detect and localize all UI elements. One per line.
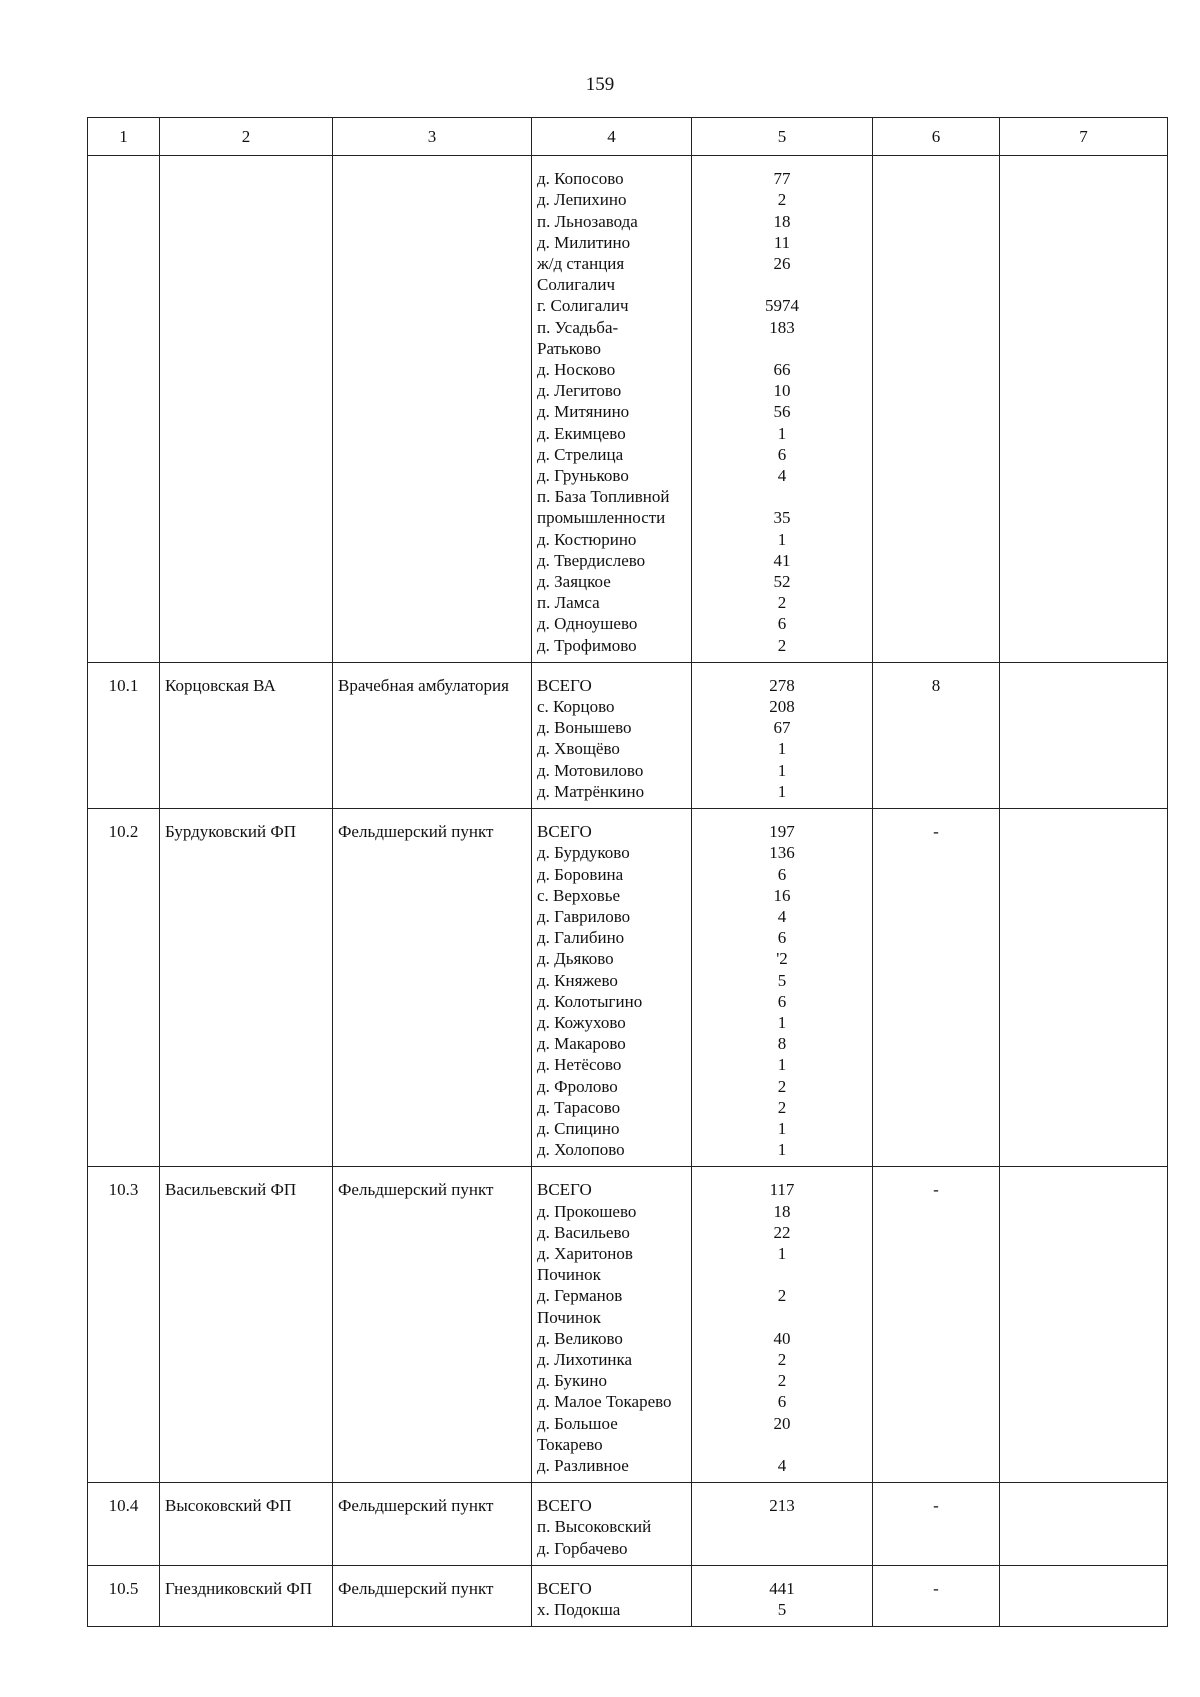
page-number: 159: [585, 74, 615, 95]
population-value: 56: [773, 402, 791, 422]
column-6-value: [873, 156, 1000, 663]
population-list: [692, 809, 873, 1167]
settlement-list: [532, 809, 692, 1167]
settlement-name: д. Княжево: [537, 970, 618, 990]
column-7-value: [1000, 662, 1168, 808]
settlement-list: [532, 1565, 692, 1626]
settlement-name: д. Екимцево: [537, 423, 626, 443]
settlement-name: п. Льнозавода: [537, 211, 638, 231]
settlement-name: Токарево: [537, 1434, 603, 1454]
population-value: 1: [777, 423, 787, 443]
population-value: 26: [773, 254, 791, 274]
settlement-name: д. Тарасово: [537, 1097, 621, 1117]
table-row: [88, 156, 1168, 663]
settlement-list: [532, 1483, 692, 1566]
settlement-name: д. Большое: [537, 1413, 618, 1433]
facility-name: [160, 156, 333, 663]
population-value: 22: [773, 1222, 791, 1242]
population-value: 117: [769, 1180, 795, 1200]
column-6-value: -: [873, 1167, 1000, 1483]
population-value: 278: [769, 675, 795, 695]
population-value: 213: [769, 1496, 795, 1516]
settlement-name: ВСЕГО: [537, 1496, 592, 1516]
settlement-name: г. Солигалич: [537, 296, 629, 316]
settlement-name: д. Холопово: [537, 1140, 625, 1160]
settlement-name: д. Колотыгино: [537, 991, 643, 1011]
population-value: 2: [777, 1286, 787, 1306]
population-value: 1: [777, 529, 787, 549]
population-value: 2: [777, 635, 787, 655]
population-value: 18: [773, 211, 791, 231]
row-number: 10.2: [88, 809, 160, 1167]
settlement-name: с. Корцово: [537, 697, 615, 717]
population-value: 6: [777, 928, 787, 948]
population-value: 1: [777, 1243, 787, 1263]
column-7-value: [1000, 1483, 1168, 1566]
population-list: [692, 1483, 873, 1566]
population-value: 77: [773, 169, 791, 189]
population-value: 1: [777, 1012, 787, 1032]
column-6-value: 8: [873, 662, 1000, 808]
settlement-name: д. Дьяково: [537, 949, 614, 969]
population-value: 1: [777, 1055, 787, 1075]
settlement-name: д. Горбачево: [537, 1538, 628, 1558]
facility-name: Васильевский ФП: [160, 1167, 333, 1483]
settlement-name: д. Фролово: [537, 1076, 618, 1096]
column-header-5: 5: [692, 118, 873, 156]
settlement-name: д. Кожухово: [537, 1012, 626, 1032]
population-value: [697, 1516, 867, 1537]
population-value: 1: [777, 760, 787, 780]
settlement-name: п. Высоковский: [537, 1517, 652, 1537]
population-value: 4: [777, 466, 787, 486]
settlement-name: д. Васильево: [537, 1222, 630, 1242]
population-value: 5: [777, 1600, 787, 1619]
population-value: 1: [777, 1140, 787, 1160]
population-value: 1: [777, 1118, 787, 1138]
facility-type: Фельдшерский пункт: [333, 809, 532, 1167]
settlement-name: д. Лихотинка: [537, 1349, 633, 1369]
population-value: 8: [777, 1034, 787, 1054]
population-value: 10: [773, 381, 791, 401]
settlement-name: д. Легитово: [537, 381, 622, 401]
population-value: 6: [777, 991, 787, 1011]
population-value: 52: [773, 572, 791, 592]
header-row: [88, 118, 1168, 156]
population-value: 197: [769, 822, 795, 842]
population-value: 6: [777, 1392, 787, 1412]
population-value: 208: [769, 697, 795, 717]
column-header-4: 4: [532, 118, 692, 156]
settlement-name: х. Подокша: [537, 1600, 621, 1619]
settlement-name: д. Копосово: [537, 169, 624, 189]
settlement-name: д. Митянино: [537, 402, 630, 422]
column-6-value: -: [873, 1483, 1000, 1566]
population-value: '2: [776, 949, 788, 969]
population-value: 41: [773, 550, 791, 570]
row-number: 10.4: [88, 1483, 160, 1566]
column-6-value: -: [873, 1565, 1000, 1626]
settlement-name: д. Макарово: [537, 1034, 626, 1054]
population-list: [692, 1565, 873, 1626]
facility-name: Гнездниковский ФП: [160, 1565, 333, 1626]
column-header-3: 3: [333, 118, 532, 156]
settlement-name: д. Вонышево: [537, 718, 632, 738]
table-row: [88, 1565, 1168, 1626]
facility-name: Корцовская ВА: [160, 662, 333, 808]
settlement-name: д. Германов: [537, 1286, 623, 1306]
population-value: 4: [777, 1455, 787, 1475]
population-value: 2: [777, 190, 787, 210]
settlement-name: д. Мотовилово: [537, 760, 644, 780]
table-row: [88, 1483, 1168, 1566]
settlement-name: ВСЕГО: [537, 1578, 592, 1598]
settlement-name: д. Носково: [537, 360, 616, 380]
population-value: 20: [773, 1413, 791, 1433]
settlement-name: д. Нетёсово: [537, 1055, 622, 1075]
settlement-name: д. Матрёнкино: [537, 781, 645, 801]
row-number: 10.1: [88, 662, 160, 808]
settlement-name: д. Харитонов: [537, 1243, 633, 1263]
table-row: [88, 662, 1168, 808]
population-list: [692, 662, 873, 808]
table-row: [88, 809, 1168, 1167]
settlement-name: д. Галибино: [537, 928, 625, 948]
population-value: 66: [773, 360, 791, 379]
settlement-name: д. Трофимово: [537, 635, 637, 655]
facility-type: Врачебная амбулатория: [333, 662, 532, 808]
facility-type: [333, 156, 532, 663]
settlement-name: д. Одноушево: [537, 614, 638, 634]
column-header-7: 7: [1000, 118, 1168, 156]
column-7-value: [1000, 809, 1168, 1167]
column-header-1: 1: [88, 118, 160, 156]
population-value: 16: [773, 885, 791, 905]
settlement-list: [532, 662, 692, 808]
settlement-name: ж/д станция: [537, 254, 625, 274]
settlement-name: Ратьково: [537, 338, 602, 358]
settlement-name: д. Бурдуково: [537, 843, 630, 863]
population-value: 1: [777, 739, 787, 759]
column-7-value: [1000, 1565, 1168, 1626]
row-number: 10.5: [88, 1565, 160, 1626]
settlement-name: д. Милитино: [537, 232, 631, 252]
population-list: [692, 1167, 873, 1483]
settlement-name: д. Твердислево: [537, 550, 646, 570]
population-value: 183: [769, 317, 795, 337]
settlement-name: ВСЕГО: [537, 822, 592, 842]
row-number: [88, 156, 160, 663]
population-value: 6: [777, 864, 787, 884]
settlement-list: [532, 156, 692, 663]
column-7-value: [1000, 1167, 1168, 1483]
column-7-value: [1000, 156, 1168, 663]
settlement-name: д. Груньково: [537, 466, 629, 486]
population-value: 2: [777, 1097, 787, 1117]
facility-type: Фельдшерский пункт: [333, 1167, 532, 1483]
population-list: [692, 156, 873, 663]
facility-name: Бурдуковский ФП: [160, 809, 333, 1167]
population-value: 441: [769, 1578, 795, 1598]
settlement-name: д. Стрелица: [537, 444, 624, 464]
settlement-name: Починок: [537, 1265, 601, 1285]
table-body: [88, 156, 1168, 1627]
settlement-name: д. Боровина: [537, 864, 624, 884]
settlement-name: д. Великово: [537, 1328, 623, 1348]
facility-type: Фельдшерский пункт: [333, 1483, 532, 1566]
population-value: 5: [777, 970, 787, 990]
population-value: 40: [773, 1328, 791, 1348]
population-value: 35: [773, 508, 791, 528]
settlement-name: ВСЕГО: [537, 1180, 592, 1200]
population-value: 2: [777, 593, 787, 613]
settlement-name: д. Разливное: [537, 1455, 629, 1475]
population-value: 2: [777, 1076, 787, 1096]
settlement-name: ВСЕГО: [537, 675, 592, 695]
population-value: 67: [773, 718, 791, 738]
column-header-2: 2: [160, 118, 333, 156]
settlement-name: Починок: [537, 1307, 601, 1327]
population-value: 2: [777, 1349, 787, 1369]
population-value: 4: [777, 906, 787, 926]
column-header-6: 6: [873, 118, 1000, 156]
settlement-name: д. Букино: [537, 1371, 607, 1391]
row-number: 10.3: [88, 1167, 160, 1483]
facility-type: Фельдшерский пункт: [333, 1565, 532, 1626]
settlement-name: д. Спицино: [537, 1118, 620, 1138]
settlement-name: д. Малое Токарево: [537, 1392, 672, 1412]
settlement-name: д. Прокошево: [537, 1201, 637, 1221]
settlement-list: [532, 1167, 692, 1483]
population-value: 6: [777, 614, 787, 634]
settlement-name: д. Хвощёво: [537, 739, 620, 759]
facility-name: Высоковский ФП: [160, 1483, 333, 1566]
settlement-name: д. Лепихино: [537, 190, 627, 210]
settlement-name: п. База Топливной: [537, 487, 670, 507]
table-row: [88, 1167, 1168, 1483]
settlement-name: промышленности: [537, 508, 666, 528]
settlement-name: п. Ламса: [537, 593, 600, 613]
settlement-name: д. Заяцкое: [537, 572, 611, 592]
settlement-name: п. Усадьба-: [537, 317, 619, 337]
population-value: 18: [773, 1201, 791, 1221]
facility-table: [87, 117, 1168, 1627]
population-value: 11: [773, 232, 791, 252]
population-value: 6: [777, 444, 787, 464]
settlement-name: д. Костюрино: [537, 529, 637, 549]
population-value: 5974: [765, 296, 799, 316]
settlement-name: с. Верховье: [537, 885, 621, 905]
population-value: 136: [769, 843, 795, 863]
population-value: 1: [777, 781, 787, 801]
population-value: [697, 1538, 867, 1559]
settlement-name: д. Гаврилово: [537, 906, 631, 926]
column-6-value: -: [873, 809, 1000, 1167]
settlement-name: Солигалич: [537, 275, 615, 295]
population-value: 2: [777, 1371, 787, 1391]
